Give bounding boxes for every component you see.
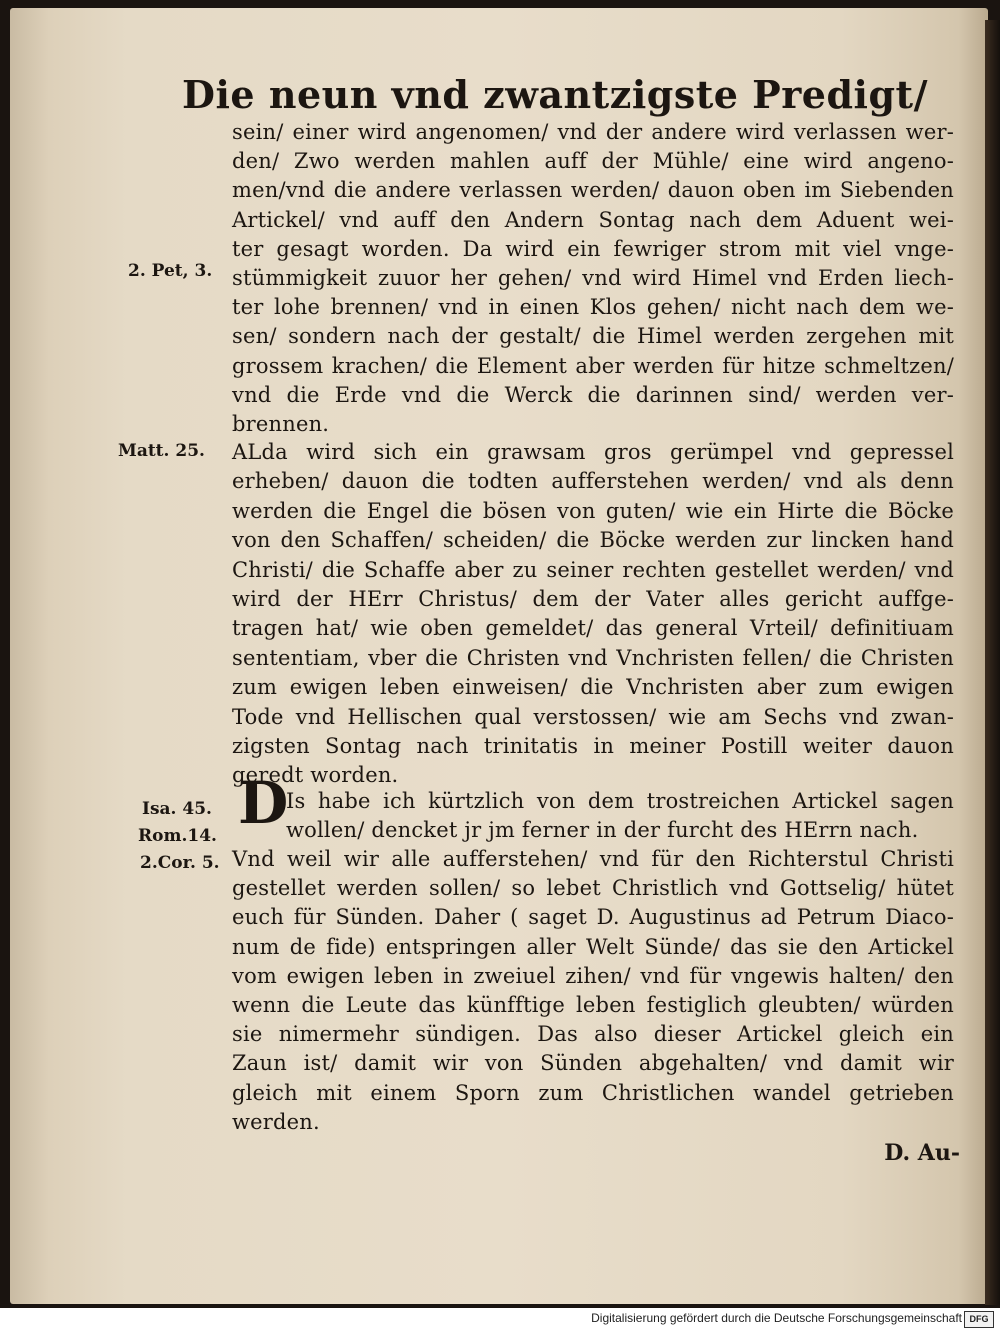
running-head: Die neun vnd zwantzigste Predigt/	[182, 72, 928, 117]
text-line: geredt worden.	[232, 763, 399, 788]
text-line: stümmigkeit zuuor her gehen/ vnd wird Himel vnd Erden liech-	[232, 266, 954, 290]
text-line: Is habe ich kürtzlich von dem trostreichen Artickel sagen	[286, 789, 954, 813]
drop-cap-initial: D	[238, 769, 289, 837]
margin-note-pet: 2. Pet, 3.	[128, 261, 213, 281]
text-line: den/ Zwo werden mahlen auff der Mühle/ eine wird angeno-	[232, 149, 954, 174]
text-line: gestellet werden sollen/ so lebet Christlich vnd Gottselig/ hütet	[232, 876, 954, 901]
text-line: wird der HErr Christus/ dem der Vater alles gericht auffge-	[232, 587, 954, 611]
text-line: wollen/ dencket jr jm ferner in der furcht des HErrn nach.	[286, 818, 919, 842]
text-line: brennen.	[232, 412, 330, 436]
margin-note-isa: Isa. 45.	[142, 799, 212, 819]
text-line: vom ewigen leben in zweiuel zihen/ vnd für vngewis halten/ den	[232, 963, 954, 988]
text-line: zum ewigen leben einweisen/ die Vnchristen aber zum ewigen	[232, 675, 954, 700]
text-line: zigsten Sontag nach trinitatis in meiner Postill weiter dauon	[232, 734, 954, 758]
text-line: Zaun ist/ damit wir von Sünden abgehalten/ vnd damit wir	[232, 1051, 954, 1076]
text-line: tragen hat/ wie oben gemeldet/ das general Vrteil/ definitiuam	[232, 616, 954, 641]
text-line: men/vnd die andere verlassen werden/ dauon oben im Siebenden	[232, 178, 954, 203]
margin-note-cor: 2.Cor. 5.	[140, 853, 220, 873]
text-line: ALda wird sich ein grawsam gros gerümpel vnd gepressel	[232, 440, 954, 464]
margin-note-rom: Rom.14.	[138, 826, 217, 846]
text-line: Artickel/ vnd auff den Andern Sontag nach dem Aduent wei-	[232, 207, 954, 232]
text-line: ter gesagt worden. Da wird ein fewriger strom mit viel vnge-	[232, 236, 954, 261]
dfg-logo: DFG	[964, 1311, 994, 1328]
text-line: werden.	[232, 1109, 320, 1134]
text-line: erheben/ dauon die todten aufferstehen werden/ vnd als denn	[232, 469, 954, 494]
text-line: gleich mit einem Sporn zum Christlichen wandel getrieben	[232, 1080, 954, 1105]
text-line: sein/ einer wird angenomen/ vnd der andere wird verlassen wer-	[232, 120, 954, 144]
text-line: sententiam, vber die Christen vnd Vnchristen fellen/ die Christen	[232, 645, 954, 670]
margin-note-matt: Matt. 25.	[118, 441, 205, 461]
text-line: sie nimermehr sündigen. Das also dieser Artickel gleich ein	[232, 1022, 954, 1047]
footer-bar	[0, 1308, 1000, 1330]
text-line: grossem krachen/ die Element aber werden für hitze schmeltzen/	[232, 353, 954, 378]
book-fore-edge	[985, 20, 1000, 1305]
text-line: vnd die Erde vnd die Werck die darinnen sind/ werden ver-	[232, 382, 954, 407]
text-line: ter lohe brennen/ vnd in einen Klos gehen/ nicht nach dem we-	[232, 295, 954, 320]
text-line: wenn die Leute das künfftige leben festiglich gleubten/ würden	[232, 993, 954, 1017]
text-line: Tode vnd Hellischen qual verstossen/ wie am Sechs vnd zwan-	[232, 704, 954, 729]
footer-credit: Digitalisierung gefördert durch die Deutsche Forschungsgemeinschaft	[591, 1311, 962, 1325]
text-line: euch für Sünden. Daher ( saget D. Augustinus ad Petrum Diaco-	[232, 905, 954, 930]
text-line: von den Schaffen/ scheiden/ die Böcke werden zur lincken hand	[232, 528, 954, 553]
text-line: werden die Engel die bösen von guten/ wie ein Hirte die Böcke	[232, 498, 954, 523]
text-line: sen/ sondern nach der gestalt/ die Himel werden zergehen mit	[232, 324, 954, 349]
catchword: D. Au-	[884, 1140, 960, 1166]
text-line: num de fide) entspringen aller Welt Sünde/ das sie den Artickel	[232, 934, 954, 959]
text-line: Christi/ die Schaffe aber zu seiner rechten gestellet werden/ vnd	[232, 557, 954, 582]
text-line: Vnd weil wir alle aufferstehen/ vnd für den Richterstul Christi	[232, 847, 954, 871]
